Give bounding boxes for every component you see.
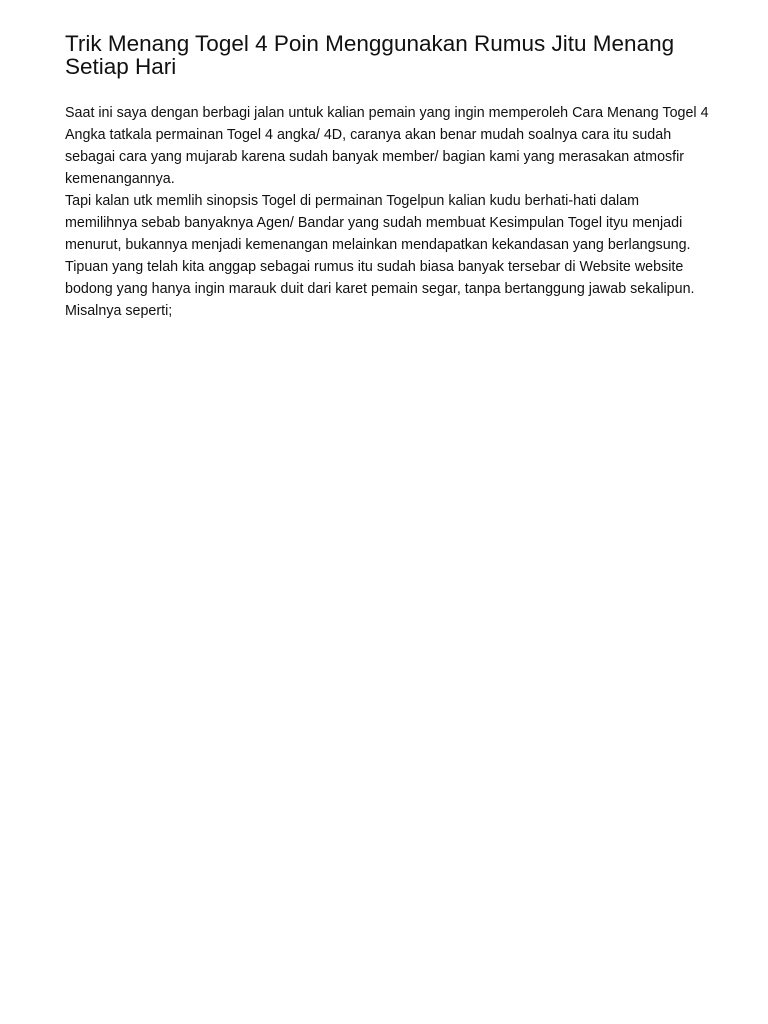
body-paragraph: Tipuan yang telah kita anggap sebagai rumus itu sudah biasa banyak tersebar di Website website bodong yang hanya ingin marauk duit dari karet pemain segar, tanpa bertanggung jawab sekalipun. Misalnya seperti; <box>65 259 695 319</box>
document-content <box>65 32 710 322</box>
body-paragraph: Tapi kalan utk memlih sinopsis Togel di permainan Togelpun kalian kudu berhati-hati dalam memilihnya sebab banyaknya Agen/ Bandar yang sudah membuat Kesimpulan Togel ityu menjadi menurut, bukannya menjadi kemenangan melainkan mendapatkan kekandasan yang berlangsung. <box>65 193 691 253</box>
document-title: Trik Menang Togel 4 Poin Menggunakan Rumus Jitu Menang Setiap Hari <box>65 31 675 79</box>
body-paragraph: Saat ini saya dengan berbagi jalan untuk kalian pemain yang ingin memperoleh Cara Menang Togel 4 Angka tatkala permainan Togel 4 angka/ 4D, caranya akan benar mudah soalnya cara itu sudah sebagai cara yang mujarab karena sudah banyak member/ bagian kami yang merasakan atmosfir kemenangannya. <box>65 105 709 187</box>
document-body <box>65 102 710 322</box>
